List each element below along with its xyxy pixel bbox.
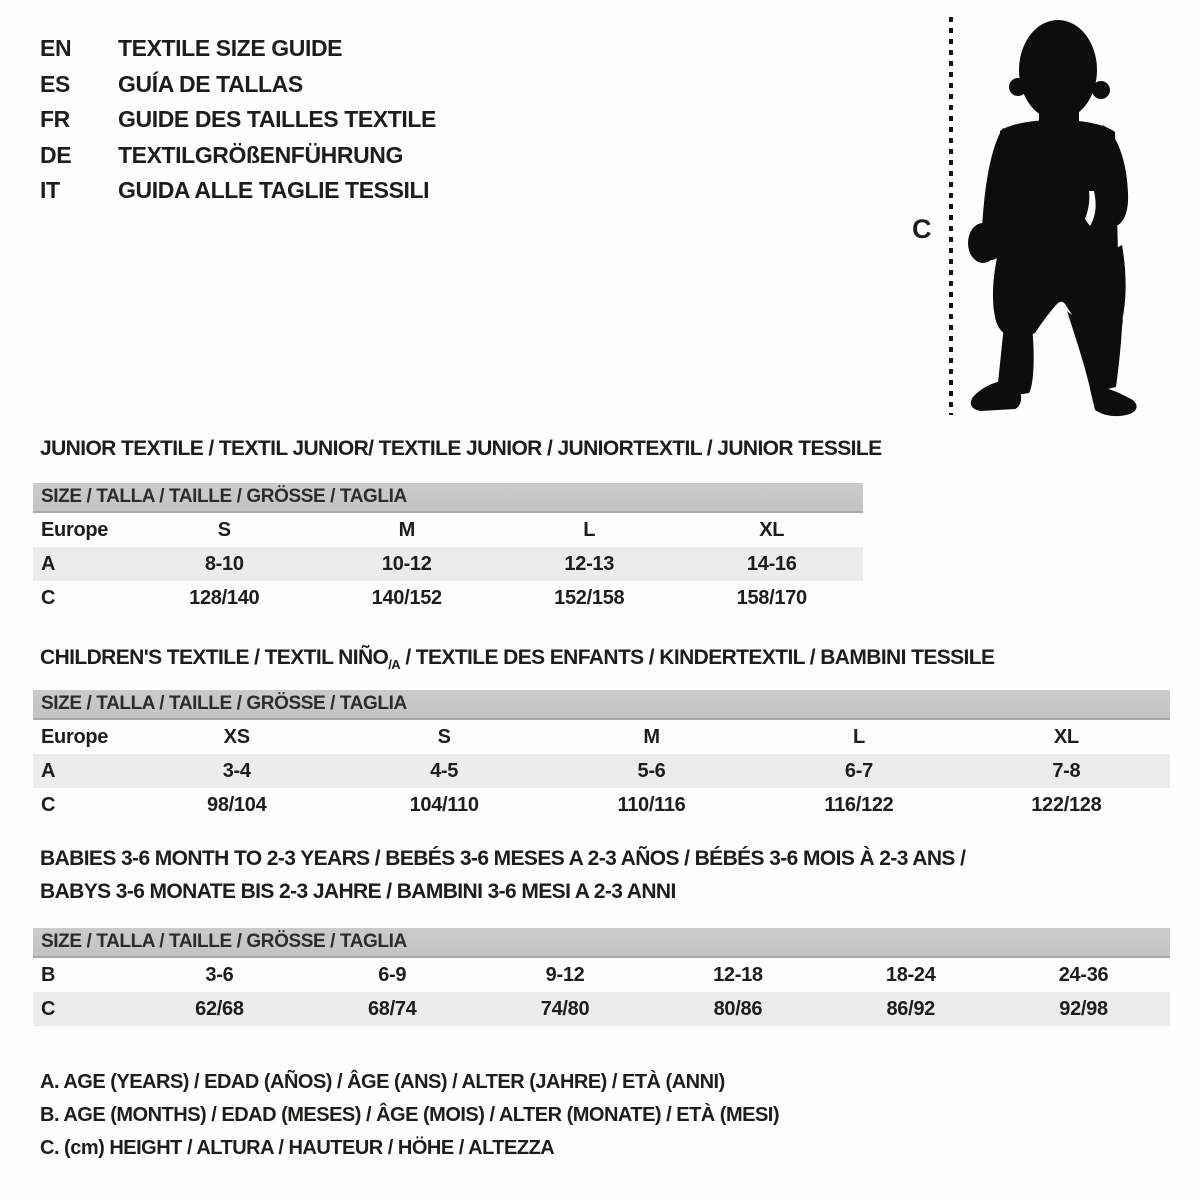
height-cell: 122/128 xyxy=(1031,793,1102,816)
table-row-europe xyxy=(33,720,1170,754)
age-cell: 8-10 xyxy=(204,552,244,575)
age-cell: 12-13 xyxy=(564,552,615,575)
section-title-children xyxy=(40,645,994,678)
table-row-months xyxy=(33,958,1170,992)
title-part: / TEXTILE DES ENFANTS / KINDERTEXTIL / BAMBINI TESSILE xyxy=(400,646,995,669)
row-label: Europe xyxy=(41,725,109,748)
height-cell: 110/116 xyxy=(617,793,686,816)
table-row-europe xyxy=(33,513,863,547)
size-cell: M xyxy=(398,518,415,541)
months-cell: 3-6 xyxy=(205,963,234,986)
section-title-babies-line2: BABYS 3-6 MONATE BIS 2-3 JAHRE / BAMBINI 3-6 MESI A 2-3 ANNI xyxy=(40,880,676,903)
months-cell: 9-12 xyxy=(545,963,585,986)
language-row-en xyxy=(40,31,436,67)
size-cell: L xyxy=(583,518,596,541)
age-cell: 5-6 xyxy=(637,759,666,782)
size-table-header: SIZE / TALLA / TAILLE / GRÖSSE / TAGLIA xyxy=(33,483,863,513)
language-row-de xyxy=(40,138,436,174)
age-cell: 4-5 xyxy=(430,759,459,782)
section-title-babies-line1: BABIES 3-6 MONTH TO 2-3 YEARS / BEBÉS 3-6 MESES A 2-3 AÑOS / BÉBÉS 3-6 MOIS À 2-3 ANS / xyxy=(40,847,966,870)
months-cell: 12-18 xyxy=(713,963,763,986)
size-table-header: SIZE / TALLA / TAILLE / GRÖSSE / TAGLIA xyxy=(33,928,1170,958)
language-label: TEXTILGRÖßENFÜHRUNG xyxy=(118,141,403,168)
language-row-es xyxy=(40,67,436,103)
measurement-legend xyxy=(40,1066,779,1165)
language-code: DE xyxy=(40,141,72,168)
age-cell: 3-4 xyxy=(222,759,251,782)
height-cell: 86/92 xyxy=(886,997,935,1020)
row-label: B xyxy=(41,963,56,986)
age-cell: 6-7 xyxy=(844,759,873,782)
language-label: TEXTILE SIZE GUIDE xyxy=(118,35,343,62)
height-cell: 74/80 xyxy=(540,997,590,1020)
height-dashed-line xyxy=(949,17,953,415)
months-cell: 6-9 xyxy=(378,963,407,986)
language-row-fr xyxy=(40,102,436,138)
language-code: ES xyxy=(40,70,70,97)
toddler-silhouette-icon xyxy=(955,13,1145,423)
height-cell: 62/68 xyxy=(195,997,244,1020)
figure-height-label: C xyxy=(912,214,931,244)
size-cell: S xyxy=(437,725,451,748)
title-part: CHILDREN'S TEXTILE / TEXTIL NIÑO xyxy=(40,646,389,669)
row-label: C xyxy=(41,586,56,609)
height-cell: 158/170 xyxy=(736,586,807,609)
legend-line-c: C. (cm) HEIGHT / ALTURA / HAUTEUR / HÖHE / ALTEZZA xyxy=(40,1137,555,1159)
height-cell: 116/122 xyxy=(824,793,894,816)
age-cell: 14-16 xyxy=(746,552,797,575)
language-label: GUIDA ALLE TAGLIE TESSILI xyxy=(118,177,430,204)
language-list xyxy=(40,31,436,209)
size-cell: S xyxy=(217,518,231,541)
size-table-children xyxy=(33,690,1170,822)
language-label: GUIDE DES TAILLES TEXTILE xyxy=(118,106,436,133)
language-code: FR xyxy=(40,106,70,133)
legend-line-a: A. AGE (YEARS) / EDAD (AÑOS) / ÂGE (ANS) / ALTER (JAHRE) / ETÀ (ANNI) xyxy=(40,1071,725,1093)
size-cell: XL xyxy=(1053,725,1079,748)
size-cell: XS xyxy=(223,725,250,748)
size-table-junior xyxy=(33,483,863,615)
height-cell: 104/110 xyxy=(409,793,479,816)
size-table-babies xyxy=(33,928,1170,1026)
months-cell: 24-36 xyxy=(1058,963,1109,986)
table-row-age xyxy=(33,754,1170,788)
language-row-it xyxy=(40,173,436,209)
table-row-height xyxy=(33,992,1170,1026)
height-cell: 80/86 xyxy=(713,997,763,1020)
language-code: IT xyxy=(40,177,60,204)
table-row-age xyxy=(33,547,863,581)
language-label: GUÍA DE TALLAS xyxy=(118,70,303,97)
height-cell: 98/104 xyxy=(207,793,267,816)
height-cell: 140/152 xyxy=(371,586,442,609)
table-row-height xyxy=(33,788,1170,822)
language-code: EN xyxy=(40,35,72,62)
height-cell: 68/74 xyxy=(367,997,417,1020)
row-label: C xyxy=(41,997,56,1020)
section-title-junior: JUNIOR TEXTILE / TEXTIL JUNIOR/ TEXTILE JUNIOR / JUNIORTEXTIL / JUNIOR TESSILE xyxy=(40,437,882,460)
title-subscript: /A xyxy=(388,657,401,673)
row-label: Europe xyxy=(41,518,109,541)
row-label: A xyxy=(41,759,56,782)
size-cell: M xyxy=(643,725,660,748)
height-cell: 152/158 xyxy=(554,586,625,609)
size-cell: XL xyxy=(759,518,785,541)
months-cell: 18-24 xyxy=(885,963,936,986)
age-cell: 7-8 xyxy=(1052,759,1081,782)
row-label: A xyxy=(41,552,56,575)
row-label: C xyxy=(41,793,56,816)
age-cell: 10-12 xyxy=(381,552,432,575)
legend-line-b: B. AGE (MONTHS) / EDAD (MESES) / ÂGE (MOIS) / ALTER (MONATE) / ETÀ (MESI) xyxy=(40,1104,780,1126)
size-table-header: SIZE / TALLA / TAILLE / GRÖSSE / TAGLIA xyxy=(33,690,1170,720)
height-cell: 92/98 xyxy=(1059,997,1108,1020)
table-row-height xyxy=(33,581,863,615)
size-cell: L xyxy=(852,725,865,748)
height-cell: 128/140 xyxy=(189,586,260,609)
